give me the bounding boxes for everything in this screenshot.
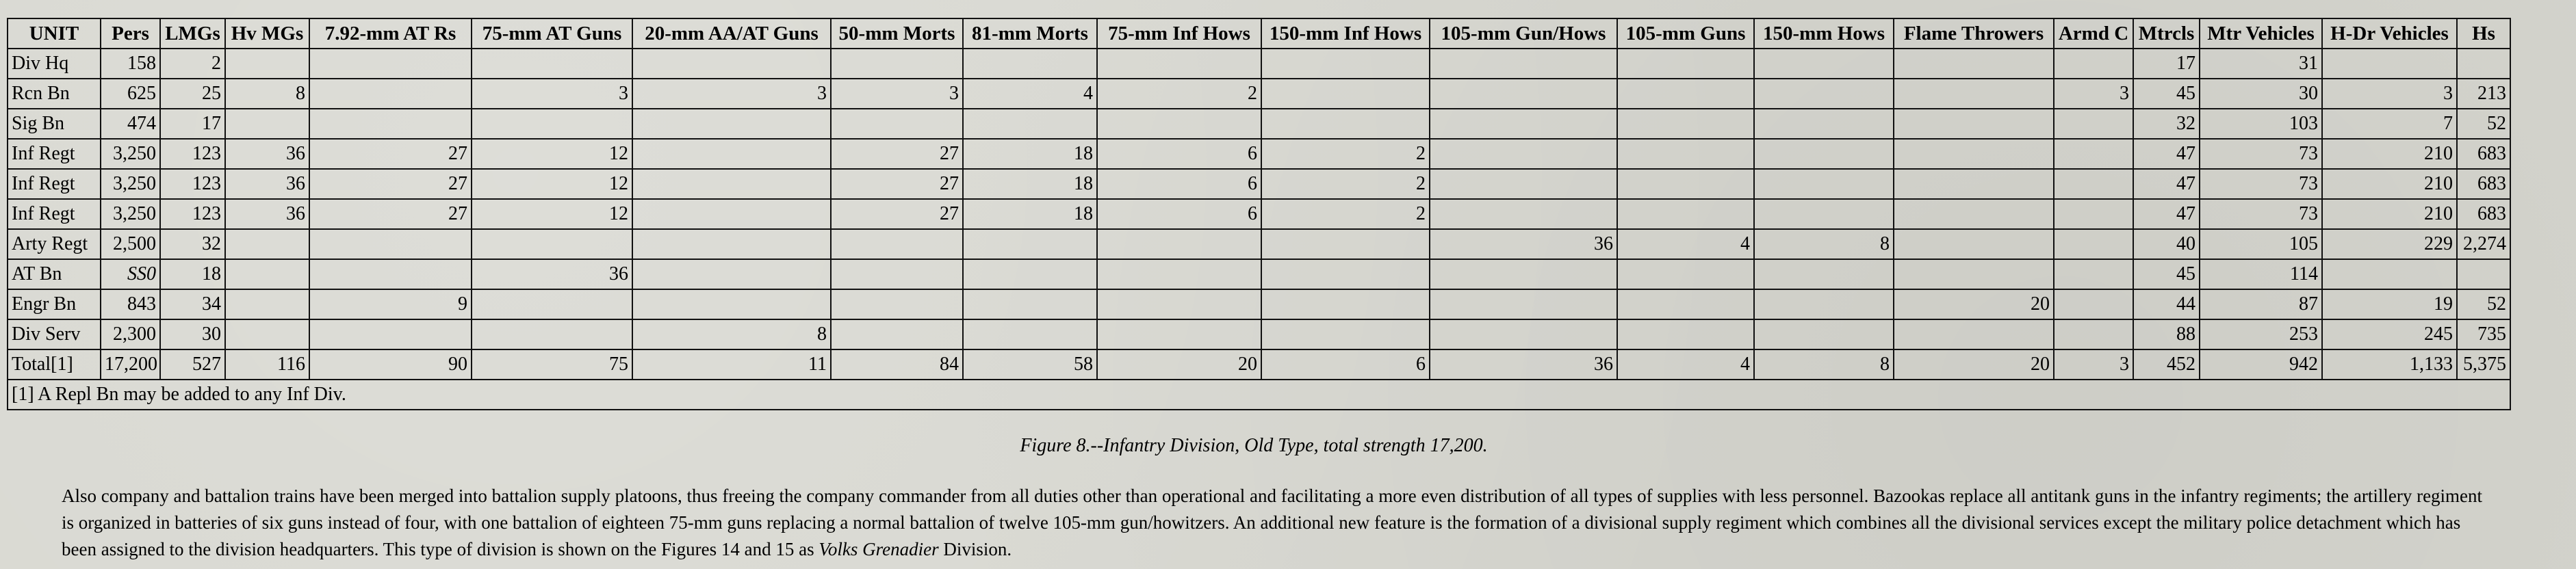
table-cell — [2054, 169, 2133, 199]
table-cell: 47 — [2133, 199, 2200, 229]
table-cell — [309, 49, 472, 79]
table-cell — [1894, 79, 2054, 109]
table-cell: 6 — [1097, 139, 1261, 169]
unit-cell: AT Bn — [8, 259, 101, 289]
table-cell: 8 — [1754, 349, 1894, 380]
table-cell — [831, 109, 963, 139]
paragraph-text-end: Division. — [938, 539, 1012, 559]
table-cell — [1894, 199, 2054, 229]
body-paragraph — [62, 483, 2484, 563]
table-cell — [1261, 49, 1430, 79]
table-cell: 683 — [2457, 139, 2510, 169]
table-cell: 52 — [2457, 289, 2510, 319]
table-cell — [1261, 79, 1430, 109]
table-cell — [1430, 49, 1617, 79]
table-cell: 3,250 — [101, 139, 160, 169]
table-row — [8, 109, 2510, 139]
table-cell: 9 — [309, 289, 472, 319]
table-cell: 2 — [160, 49, 225, 79]
table-cell — [472, 229, 632, 259]
table-cell: 36 — [225, 199, 309, 229]
table-cell — [1754, 259, 1894, 289]
table-cell: 474 — [101, 109, 160, 139]
table-cell: 36 — [1430, 349, 1617, 380]
table-cell — [1617, 199, 1754, 229]
table-cell: 116 — [225, 349, 309, 380]
table-cell: 6 — [1261, 349, 1430, 380]
footnote: [1] A Repl Bn may be added to any Inf Div. — [8, 380, 2510, 410]
table-cell — [831, 289, 963, 319]
column-header: 75-mm AT Guns — [472, 18, 632, 49]
table-cell: 210 — [2322, 139, 2457, 169]
table-cell: 942 — [2200, 349, 2322, 380]
table-cell: 253 — [2200, 319, 2322, 349]
table-cell: 3 — [632, 79, 831, 109]
table-cell — [225, 259, 309, 289]
column-header: 105-mm Guns — [1617, 18, 1754, 49]
table-cell — [309, 109, 472, 139]
table-cell — [1617, 259, 1754, 289]
unit-cell: Div Hq — [8, 49, 101, 79]
table-cell: 210 — [2322, 199, 2457, 229]
table-cell — [1430, 139, 1617, 169]
table-cell: 27 — [309, 199, 472, 229]
column-header: Hs — [2457, 18, 2510, 49]
table-cell — [1097, 289, 1261, 319]
table-cell: 52 — [2457, 109, 2510, 139]
table-cell: 12 — [472, 139, 632, 169]
column-header: UNIT — [8, 18, 101, 49]
table-cell — [1261, 319, 1430, 349]
table-cell — [1894, 169, 2054, 199]
table-cell: 18 — [963, 169, 1097, 199]
table-cell — [831, 49, 963, 79]
table-cell — [1430, 169, 1617, 199]
table-cell: 2 — [1261, 199, 1430, 229]
table-cell: 47 — [2133, 139, 2200, 169]
column-header: H-Dr Vehicles — [2322, 18, 2457, 49]
table-cell: 3 — [2322, 79, 2457, 109]
table-cell: 2 — [1261, 169, 1430, 199]
table-cell: 2,300 — [101, 319, 160, 349]
table-cell — [1430, 199, 1617, 229]
column-header: 75-mm Inf Hows — [1097, 18, 1261, 49]
column-header: 150-mm Inf Hows — [1261, 18, 1430, 49]
table-cell — [632, 259, 831, 289]
table-cell: 3,250 — [101, 199, 160, 229]
table-row — [8, 349, 2510, 380]
table-cell: 17 — [160, 109, 225, 139]
table-cell: 105 — [2200, 229, 2322, 259]
table-cell: 3,250 — [101, 169, 160, 199]
table-cell: 73 — [2200, 169, 2322, 199]
table-cell: 4 — [1617, 349, 1754, 380]
organization-table — [7, 18, 2511, 410]
table-cell — [632, 199, 831, 229]
column-header: Pers — [101, 18, 160, 49]
table-cell: 8 — [225, 79, 309, 109]
header-row — [8, 18, 2510, 49]
table-cell: 229 — [2322, 229, 2457, 259]
table-cell: 32 — [2133, 109, 2200, 139]
table-cell — [472, 49, 632, 79]
table-cell: 36 — [225, 139, 309, 169]
table-row — [8, 319, 2510, 349]
table-cell: 17 — [2133, 49, 2200, 79]
table-cell — [632, 169, 831, 199]
table-cell: 4 — [963, 79, 1097, 109]
table-cell: 20 — [1894, 289, 2054, 319]
table-cell — [963, 109, 1097, 139]
table-cell — [1097, 49, 1261, 79]
table-cell — [2457, 49, 2510, 79]
table-cell — [225, 49, 309, 79]
table-cell — [632, 139, 831, 169]
table-cell — [1894, 259, 2054, 289]
table-cell — [632, 109, 831, 139]
table-cell: 27 — [831, 139, 963, 169]
table-cell: 17,200 — [101, 349, 160, 380]
table-cell: 30 — [2200, 79, 2322, 109]
table-cell — [2054, 49, 2133, 79]
column-header: Mtr Vehicles — [2200, 18, 2322, 49]
table-row — [8, 79, 2510, 109]
table-cell — [1430, 319, 1617, 349]
table-footnote-section — [8, 380, 2510, 410]
table-cell: 44 — [2133, 289, 2200, 319]
table-cell: 683 — [2457, 169, 2510, 199]
table-cell: 11 — [632, 349, 831, 380]
table-cell: 3 — [472, 79, 632, 109]
table-cell — [1430, 259, 1617, 289]
column-header: Armd C — [2054, 18, 2133, 49]
table-cell — [1097, 259, 1261, 289]
table-cell — [1894, 319, 2054, 349]
table-cell — [1261, 289, 1430, 319]
table-cell: 527 — [160, 349, 225, 380]
table-cell — [1754, 169, 1894, 199]
table-cell: 31 — [2200, 49, 2322, 79]
table-cell — [309, 319, 472, 349]
paragraph-text: Also company and battalion trains have been merged into battalion supply platoons, thus freeing the company commander from all duties other than operational and facilitating a more even distribution of all types of supplies with less personnel. Bazookas replace all antitank guns in the infantry regiments; the artillery regiment is organized in batteries of six guns instead of four, with one battalion of eighteen 75-mm guns replacing a normal battalion of twelve 105-mm gun/howitzers. An additional new feature is the formation of a divisional supply regiment which combines all the divisional services except the military police detachment which has been assigned to the division headquarters. This type of division is shown on the Figures 14 and 15 as — [62, 486, 2483, 559]
table-cell: 25 — [160, 79, 225, 109]
table-cell — [225, 289, 309, 319]
table-cell: 90 — [309, 349, 472, 380]
table-cell — [963, 49, 1097, 79]
table-row — [8, 289, 2510, 319]
table-cell — [2054, 139, 2133, 169]
table-cell — [309, 259, 472, 289]
table-cell: 73 — [2200, 199, 2322, 229]
table-cell: 8 — [632, 319, 831, 349]
table-cell — [1430, 289, 1617, 319]
table-cell — [1894, 109, 2054, 139]
table-cell — [632, 49, 831, 79]
table-cell: 245 — [2322, 319, 2457, 349]
table-cell — [1617, 49, 1754, 79]
unit-cell: Inf Regt — [8, 139, 101, 169]
table-cell: 3 — [831, 79, 963, 109]
table-row — [8, 199, 2510, 229]
table-cell — [2457, 259, 2510, 289]
table-cell: 2 — [1097, 79, 1261, 109]
table-cell: 8 — [1754, 229, 1894, 259]
table-cell: 20 — [1097, 349, 1261, 380]
column-header: 20-mm AA/AT Guns — [632, 18, 831, 49]
table-cell: 18 — [160, 259, 225, 289]
table-cell: 45 — [2133, 79, 2200, 109]
table-cell — [1430, 79, 1617, 109]
table-cell: 4 — [1617, 229, 1754, 259]
table-cell — [1754, 109, 1894, 139]
table-cell — [1894, 49, 2054, 79]
table-cell — [1261, 109, 1430, 139]
table-cell: 6 — [1097, 169, 1261, 199]
column-header: Hv MGs — [225, 18, 309, 49]
table-cell — [831, 259, 963, 289]
table-cell: 36 — [472, 259, 632, 289]
table-cell — [472, 319, 632, 349]
table-cell — [472, 289, 632, 319]
table-cell — [1617, 139, 1754, 169]
table-cell — [1754, 49, 1894, 79]
table-cell — [1754, 139, 1894, 169]
column-header: 105-mm Gun/Hows — [1430, 18, 1617, 49]
table-body — [8, 49, 2510, 380]
table-cell: 36 — [1430, 229, 1617, 259]
table-row — [8, 259, 2510, 289]
table-cell: 5,375 — [2457, 349, 2510, 380]
table-cell: 27 — [309, 139, 472, 169]
table-cell: 30 — [160, 319, 225, 349]
table-cell — [1754, 319, 1894, 349]
paragraph-emphasis: Volks Grenadier — [819, 539, 939, 559]
table-cell — [1097, 229, 1261, 259]
table-cell — [1097, 319, 1261, 349]
table-cell — [831, 229, 963, 259]
table-cell: 47 — [2133, 169, 2200, 199]
table-cell: 210 — [2322, 169, 2457, 199]
table-cell: 843 — [101, 289, 160, 319]
table-cell — [2322, 259, 2457, 289]
table-cell — [1617, 169, 1754, 199]
column-header: LMGs — [160, 18, 225, 49]
unit-cell: Arty Regt — [8, 229, 101, 259]
table-cell — [963, 229, 1097, 259]
table-cell: 45 — [2133, 259, 2200, 289]
table-cell — [309, 229, 472, 259]
table-cell — [225, 229, 309, 259]
table-cell — [963, 289, 1097, 319]
table-cell: 88 — [2133, 319, 2200, 349]
table-row — [8, 139, 2510, 169]
table-cell: 158 — [101, 49, 160, 79]
table-cell: 18 — [963, 139, 1097, 169]
table-cell: 103 — [2200, 109, 2322, 139]
table-cell: 1,133 — [2322, 349, 2457, 380]
table-cell — [309, 79, 472, 109]
table-cell — [1097, 109, 1261, 139]
table-cell — [2054, 199, 2133, 229]
table-cell: 18 — [963, 199, 1097, 229]
table-cell — [1430, 109, 1617, 139]
table-cell — [632, 289, 831, 319]
table-cell: 32 — [160, 229, 225, 259]
unit-cell: Rcn Bn — [8, 79, 101, 109]
table-cell: 6 — [1097, 199, 1261, 229]
table-cell: 20 — [1894, 349, 2054, 380]
table-cell: 27 — [831, 199, 963, 229]
table-header — [8, 18, 2510, 49]
table-cell: 7 — [2322, 109, 2457, 139]
table-cell: 452 — [2133, 349, 2200, 380]
table-cell: 73 — [2200, 139, 2322, 169]
table-cell: 19 — [2322, 289, 2457, 319]
table-cell: 12 — [472, 169, 632, 199]
table-cell: 625 — [101, 79, 160, 109]
table-cell: 58 — [963, 349, 1097, 380]
table-cell: 27 — [309, 169, 472, 199]
table-cell — [831, 319, 963, 349]
column-header: 7.92-mm AT Rs — [309, 18, 472, 49]
table-cell: 3 — [2054, 349, 2133, 380]
table-cell — [2054, 109, 2133, 139]
table-cell: 75 — [472, 349, 632, 380]
table-cell: 123 — [160, 169, 225, 199]
column-header: 50-mm Morts — [831, 18, 963, 49]
table-cell: 2,500 — [101, 229, 160, 259]
table-cell: 36 — [225, 169, 309, 199]
table-cell: 27 — [831, 169, 963, 199]
table-cell — [1617, 319, 1754, 349]
unit-cell: Inf Regt — [8, 199, 101, 229]
unit-cell: Div Serv — [8, 319, 101, 349]
table-cell — [2054, 289, 2133, 319]
table-cell: 84 — [831, 349, 963, 380]
table-cell — [2054, 259, 2133, 289]
table-cell: 34 — [160, 289, 225, 319]
table-row — [8, 49, 2510, 79]
table-cell — [225, 319, 309, 349]
unit-cell: Total[1] — [8, 349, 101, 380]
table-cell: 87 — [2200, 289, 2322, 319]
table-cell — [632, 229, 831, 259]
table-cell — [1894, 229, 2054, 259]
table-cell — [2054, 229, 2133, 259]
table-cell — [1617, 289, 1754, 319]
table-row — [8, 169, 2510, 199]
table-cell: 123 — [160, 139, 225, 169]
table-cell — [1617, 79, 1754, 109]
table-cell — [1617, 109, 1754, 139]
table-cell: 735 — [2457, 319, 2510, 349]
table-cell: 683 — [2457, 199, 2510, 229]
table-cell — [1894, 139, 2054, 169]
table-cell — [1754, 199, 1894, 229]
table-row — [8, 229, 2510, 259]
table-cell — [1261, 259, 1430, 289]
table-cell — [2322, 49, 2457, 79]
unit-cell: Sig Bn — [8, 109, 101, 139]
table-cell: 12 — [472, 199, 632, 229]
table-cell: 213 — [2457, 79, 2510, 109]
table-cell — [472, 109, 632, 139]
table-cell — [963, 319, 1097, 349]
table-cell — [1261, 229, 1430, 259]
table-cell — [1754, 79, 1894, 109]
table-cell — [2054, 319, 2133, 349]
footnote-row — [8, 380, 2510, 410]
figure-caption: Figure 8.--Infantry Division, Old Type, total strength 17,200. — [1020, 435, 1488, 456]
table-cell — [225, 109, 309, 139]
table-cell: 123 — [160, 199, 225, 229]
table-cell: 2 — [1261, 139, 1430, 169]
column-header: 81-mm Morts — [963, 18, 1097, 49]
column-header: Mtrcls — [2133, 18, 2200, 49]
table-cell: 3 — [2054, 79, 2133, 109]
table-cell: 114 — [2200, 259, 2322, 289]
table-cell: 2,274 — [2457, 229, 2510, 259]
table-cell — [963, 259, 1097, 289]
unit-cell: Engr Bn — [8, 289, 101, 319]
table-cell — [1754, 289, 1894, 319]
table-cell: SS0 — [101, 259, 160, 289]
table-cell: 40 — [2133, 229, 2200, 259]
column-header: 150-mm Hows — [1754, 18, 1894, 49]
unit-cell: Inf Regt — [8, 169, 101, 199]
column-header: Flame Throwers — [1894, 18, 2054, 49]
